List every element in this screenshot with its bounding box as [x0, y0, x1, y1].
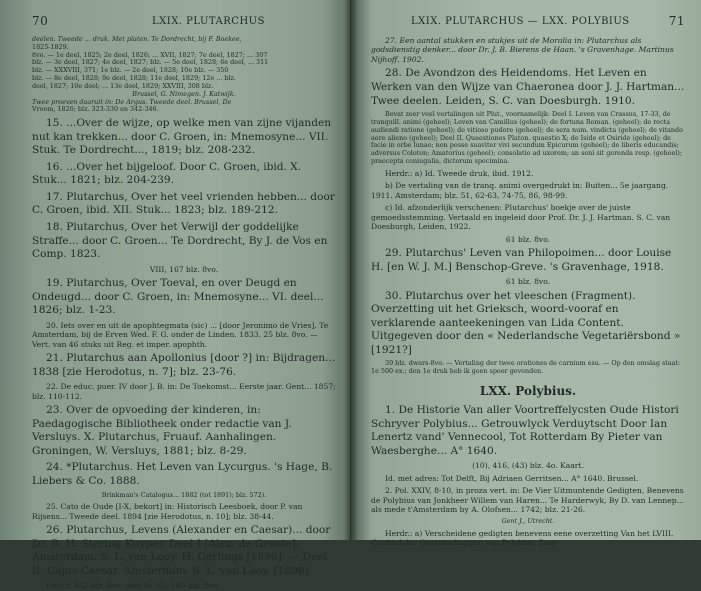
entry-22: 22. De educ. puer. IV door J. B. in: De Toekomst... Eerste jaar. Gent... 1857; blz. 110-112. [32, 382, 336, 401]
left-page [0, 0, 350, 591]
section-title: LXX. Polybius. [479, 384, 577, 399]
fragment-line: 8vo. — 1e deel, 1825; 2e deel, 1826; ... XVII, 1827; 7e deel, 1827; ... 307 [32, 50, 268, 59]
fragment-line: blz. — XXXVIII, 371; 1e blz. — 2e deel, 1828; 10e blz. — 350 [32, 66, 229, 75]
polybius-entry-1-variant: Id. met adres: Tot Delft, Bij Adriaen Gerritsen... A° 1640. Brussel. [385, 473, 639, 483]
entry-23: 23. Over de opvoeding der kinderen, in: Paedagogische Bibliotheek onder redactie van J. Versluys. X. Plutarchus, Fruauf. Aanhalingen. Groningen, W. Versluys, 1881; blz. 8-29. [32, 404, 292, 457]
entry-28-reprint-a: Herdr.: a) Id. Tweede druk, ibid. 1912. [385, 168, 534, 178]
entry-28-reprint-c: c) Id. afzonderlijk verschenen: Plutarchus' boekje over de juiste gemoedsstemming. Vertaald en ingeleid door Prof. Dr. J. J. Hartman. S. C. van Doesburgh, Leiden, 1922. [371, 203, 671, 232]
entry-26: 26. Plutarchus, Levens (Alexander en Caesar)... door Dr. B. H. Stering Kuyper. Deel I [Alex. de Groote]. Amsterdam. S. L. van Looy. H. Gerlings [1896]. — Deel II. Gajus Caesar. Amsterdam. S. L. van Looy. [1898]. [32, 524, 331, 577]
entry-30-note: 39 blz. dwars-8vo. — Vertaling der twee orationes de carnium esu. — Op den omslag staat: 1e 500 ex.; den 1e druk heb ik geen spoor gevonden. [371, 359, 681, 376]
entry-28: 28. De Avondzon des Heidendoms. Het Leven en Werken van den Wijze van Chaeronea door J. J. Hartman... Twee deelen. Leiden, S. C. van Doesburgh. 1910. [371, 67, 685, 107]
polybius-entry-2-reprint: Herdr.: a) Verscheidene gedigten benevens eene overzetting Van het LVIII. Capittel der Gezantschappen van Polybius. Door [371, 528, 674, 548]
page-number: 70 [32, 14, 49, 28]
entry-25: 25. Cato de Oude [I-X, bekort] in: Historisch Leesboek, door P. van Rijsens... Tweede deel. 1894 [zie Herodotus, n. 10]; blz. 38-44. [32, 502, 303, 521]
fragment-line: Twee proeven daaruit in: De Argus. Tweede deel. Brussel, De [32, 97, 232, 106]
entry-24-note: Brinkman's Catalogus... 1882 (tot 1891); blz. 572). [101, 490, 267, 499]
entry-28-reprint-b: b) De vertaling van de tranq. animi overgedrukt in: Buiten... 5e jaargang. 1911. Amsterdam; blz. 51, 62-63, 74-75, 86, 98-99. [371, 181, 669, 200]
entry-18-note: VIII, 167 blz. 8vo. [149, 264, 219, 274]
entry-29-note: 61 blz. 8vo. [505, 277, 551, 287]
polybius-entry-1: 1. De Historie Van aller Voortreffelycsten Oude Histori Schryver Polybius... Getrouwlyck Verduytscht Door Ian Lenertz vand' Vennecool, Tot Rotterdam By Pieter van Waesberghe... A° 1640. [371, 404, 679, 457]
entry-28-note: Bevat zeer veel vertalingen uit Plut., voornamelijk: Deel I. Leven van Crassus, 17-33, de tranquill. animi (geheel); Leven van Camillus (geheel); de fortuna Roman. (geheel); de recta audiendi ratione (geheel); de vitioso pudore (geheel); de sera num. vindicta (geheel); de vitando aere alieno (geheel); Deel II. Quaestiones Platon. quaestio X; de Iside et Osiride (geheel); de facie in orbe lunae; non posse suaviter vivi secundum Epicurum (geheel); de liberis educandis; adversus Coloten; Amatorius (geheel); consolatio ad uxorem; an seni sit gerenda resp. (geheel); praecepta coniugalia, dictorum specimina. [371, 110, 683, 165]
entry-15: 15. ...Over de wijze, op welke men van zijne vijanden nut kan trekken... door C. Groen, in: Mnemosyne... VII. Stuk. Te Dordrecht..., 1819; blz. 208-232. [32, 117, 332, 157]
entry-20: 20. Iets over en uit de apophtegmata (sic) ... [door Jeronimo de Vries]. Te Amsterdam, bij de Erven Wed. F. G. onder de Linden. 1833. 25 blz. 8vo. — Vert. van 46 stuks uit Reg. et imper. apophth. [32, 320, 329, 349]
right-page-header [371, 14, 685, 32]
entry-18: 18. Plutarchus, Over het Verwijl der goddelijke Straffe... door C. Groen... Te Dordrecht, By J. de Vos en Comp. 1823. [32, 220, 328, 261]
polybius-entry-2-location: Gent J., Utrecht. [501, 516, 555, 525]
polybius-entry-1-note: (10), 416, (43) blz. 4o. Kaart. [472, 461, 584, 471]
entry-17: 17. Plutarchus, Over het veel vrienden hebben... door C. Groen, ibid. XII. Stuk... 1823; blz. 189-212. [32, 190, 335, 217]
entry-28-note-2: 61 blz. 8vo. [505, 234, 551, 244]
fragment-line: blz. — 8e deel, 1828; 9e deel, 1828; 11e deel, 1829; 12e ... blz. [32, 74, 236, 83]
polybius-entry-2: 2. Pol. XXIV, 8-10, in proza vert. in: De Vier Uitmuntende Gedigten, Benevens de Polybius van Jonkheer Willem van Haren... Te Harderwyk, By D. van Lennep... als mede t'Amsterdam by A. Olofsen... 1742; blz. 21-26. [371, 486, 684, 515]
fragment-line: deelen. Tweede ... druk. Met platen. Te Dordrecht, bij F. Boekee, [32, 35, 242, 43]
fragment-line: Brussel, G. Nimegen. J. Katwijk. [132, 89, 236, 98]
entry-26-note: Deel I: 132 blz. 8vo; deel II: (6), 160 blz. 8vo. [46, 581, 220, 591]
entry-21: 21. Plutarchus aan Apollonius [door ?] in: Bijdragen... 1838 [zie Herodotus, n. 7]; blz. 23-76. [32, 352, 336, 378]
entry-24: 24. *Plutarchus. Het Leven van Lycurgus. 's Hage, B. Liebers & Co. 1888. [32, 461, 333, 487]
fragment-line: blz. — 3e deel, 1827; 4e deel, 1827; blz. — 5e deel, 1828; 6e deel, ... 311 [32, 58, 269, 67]
fragment-line: Vroom, 1826; blz. 323-330 en 342-346. [32, 105, 159, 114]
entry-30: 30. Plutarchus over het vleeschen (Fragment). Overzetting uit het Grieksch, woord-vooraf en verklarende aanteekeningen van Lida Content. Uitgegeven door den « Nederlandsche Vegetariërsbond » [1921?] [371, 289, 681, 356]
entry-29: 29. Plutarchus' Leven van Philopoimen... door Louise H. [en W. J. M.] Benschop-Greve. 's Gravenhage, 1918. [371, 247, 672, 273]
entry-27: 27. Een aantal stukken en stukjes uit de Moralia in: Plutarchus als godsdienstig denker... door Dr. J. B. Bierens de Haan. 's Gravenhage. Martinus Nijhoff. 1902. [371, 36, 674, 64]
page-number: 71 [668, 14, 685, 28]
entry-19: 19. Plutarchus, Over Toeval, en over Deugd en Ondeugd... door C. Groen, in: Mnemosyne... VI. deel... 1826; blz. 1-23. [32, 277, 324, 317]
entry-16: 16. ...Over het bijgeloof. Door C. Groen, ibid. X. Stuk... 1821; blz. 204-239. [32, 160, 302, 187]
fragment-line: 1825-1829. [32, 42, 69, 51]
book-gutter [344, 0, 358, 540]
left-page-header [32, 14, 336, 32]
running-head: LXIX. PLUTARCHUS — LXX. POLYBIUS [411, 16, 630, 27]
top-fragment [32, 36, 336, 114]
running-head: LXIX. PLUTARCHUS [152, 16, 265, 27]
fragment-line: deel, 1827; 10e deel; ... 13e deel, 1829; XXVIII, 308 blz. [32, 81, 214, 90]
right-page [351, 0, 701, 548]
